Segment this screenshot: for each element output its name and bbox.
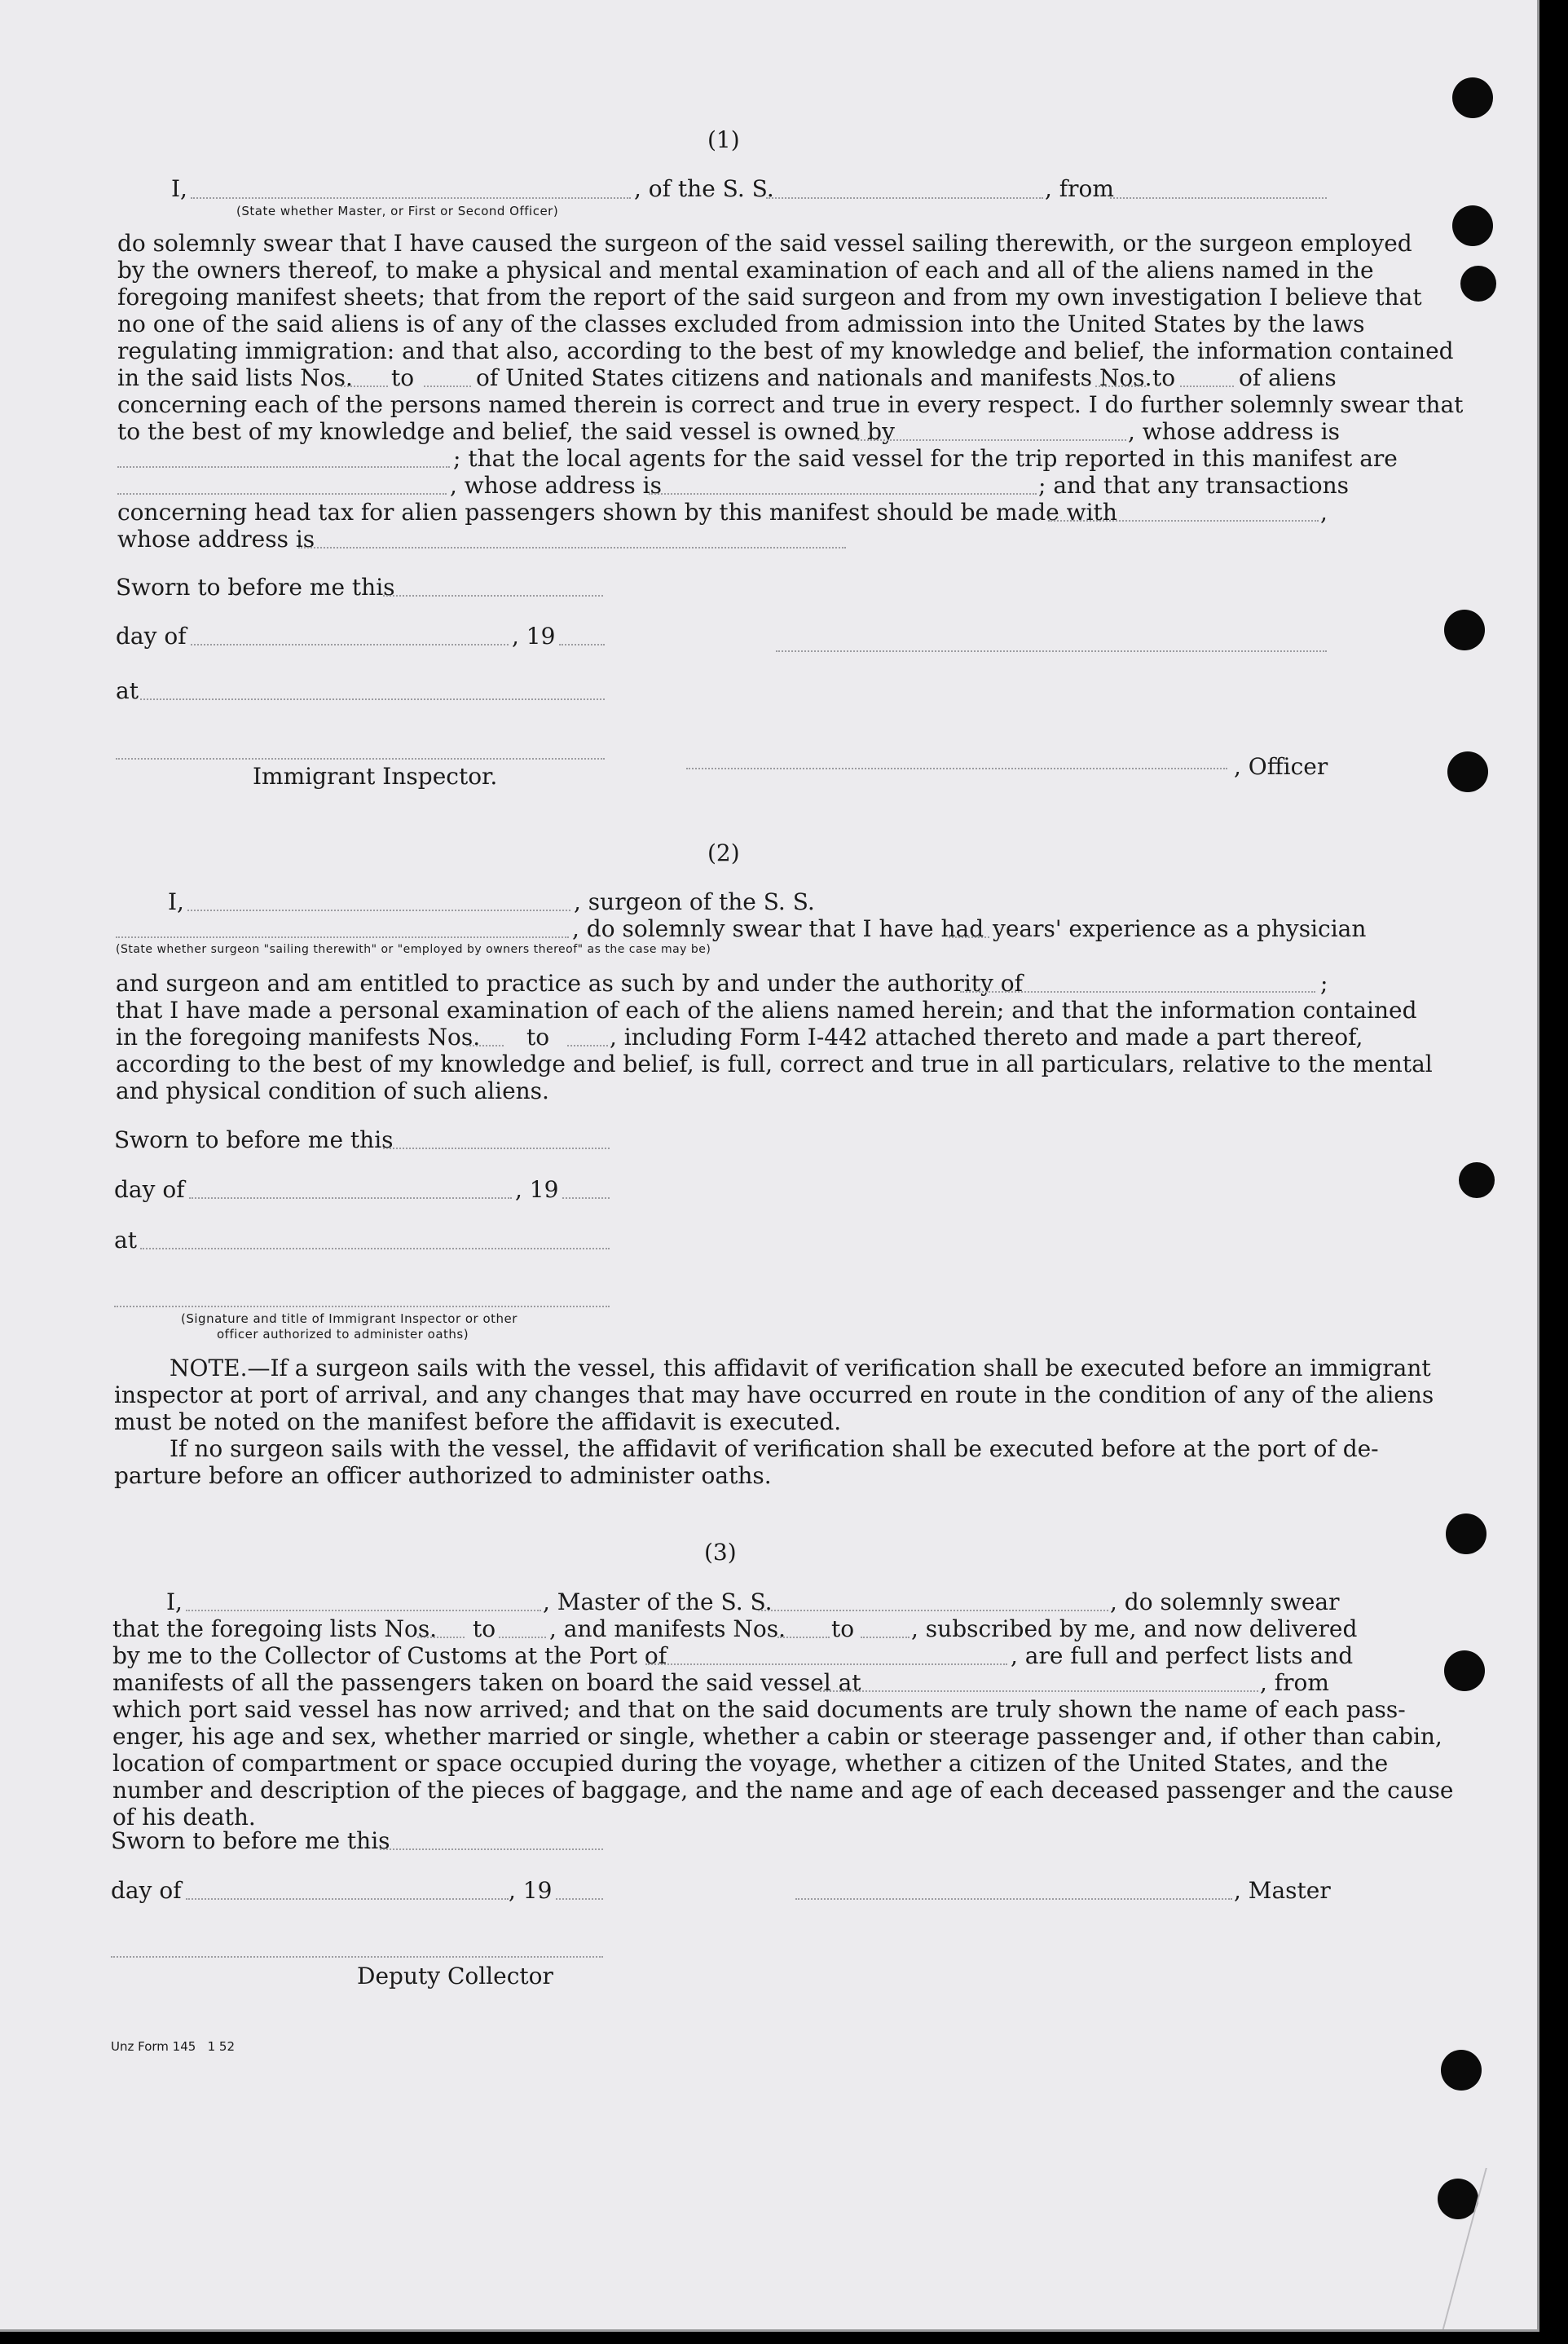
punch-hole (1452, 77, 1493, 118)
s1-lists-a: in the said lists Nos. (117, 364, 353, 391)
s1-nineteen: , 19 (512, 623, 556, 650)
s1-day-field[interactable] (191, 644, 509, 645)
s1-agents-address-b: ; and that any transactions (1038, 472, 1350, 499)
punch-hole (1452, 205, 1493, 246)
s1-list-to-field[interactable] (424, 386, 471, 387)
s1-officer-signature-top-field[interactable] (776, 650, 1327, 652)
s1-of-ss: , of the S. S. (634, 175, 774, 202)
s1-officer-signature-field[interactable] (686, 768, 1227, 769)
s3-manifest-to-field[interactable] (861, 1637, 910, 1638)
punch-hole (1444, 610, 1485, 650)
s2-sworn-field[interactable] (383, 1148, 610, 1149)
s2-signature-field[interactable] (114, 1306, 610, 1307)
s2-manifests-c: , including Form I-442 attached thereto and made a part thereof, (610, 1024, 1363, 1051)
s1-concerning (117, 391, 1464, 418)
s3-line2-d: to (831, 1615, 855, 1642)
s3-list-from-field[interactable] (417, 1637, 465, 1638)
s1-line: no one of the said aliens is of any of the classes excluded from admission into the United States by the laws (117, 311, 1365, 337)
s2-line2-a: , do solemnly swear that I have had (572, 915, 984, 942)
s2-authority-b: ; (1320, 970, 1328, 997)
s1-at: at (116, 677, 139, 704)
s1-from: , from (1045, 175, 1114, 202)
s3-line3-a: by me to the Collector of Customs at the Port of (112, 1642, 667, 1669)
punch-hole (1446, 1513, 1487, 1554)
note-line: must be noted on the manifest before the affidavit is executed. (114, 1408, 842, 1435)
note-block (114, 1355, 1434, 1489)
s1-lists-c: of United States citizens and nationals and manifests Nos. (476, 364, 1152, 391)
s1-inspector-signature-field[interactable] (116, 758, 605, 760)
s3-swear: , do solemnly swear (1110, 1588, 1340, 1615)
s3-manifest-from-field[interactable] (777, 1637, 830, 1638)
s1-headtax-field[interactable] (1048, 520, 1319, 522)
s1-headtax-b: , (1320, 499, 1328, 526)
s1-lists-d: to (1152, 364, 1176, 391)
s1-paragraph (117, 230, 1454, 364)
s2-manifest-to-field[interactable] (567, 1045, 608, 1046)
s3-line4-a: manifests of all the passengers taken on board the said vessel at (112, 1669, 861, 1696)
s1-owner-field[interactable] (857, 439, 1126, 441)
s3-line2-e: , subscribed by me, and now delivered (911, 1615, 1358, 1642)
note-line: inspector at port of arrival, and any changes that may have occurred en route in the condition of any of the aliens (114, 1381, 1434, 1408)
s3-i: I, (166, 1588, 183, 1615)
s2-at-field[interactable] (140, 1248, 610, 1249)
s3-deputy-signature-field[interactable] (111, 1956, 603, 1958)
punch-hole (1447, 751, 1488, 792)
s1-inspector: Immigrant Inspector. (253, 763, 498, 790)
s3-day-of: day of (111, 1877, 182, 1904)
s1-i: I, (171, 175, 187, 202)
s2-surgeon-name-field[interactable] (187, 910, 570, 911)
s1-sworn-field[interactable] (383, 595, 603, 597)
s3-line: location of compartment or space occupied during the voyage, whether a citizen of the United States, and the (112, 1750, 1389, 1777)
s1-concerning-line: concerning each of the persons named therein is correct and true in every respect. I do further solemnly swear that (117, 391, 1464, 418)
s1-agents-field[interactable] (117, 493, 447, 495)
s2-nineteen: , 19 (515, 1176, 559, 1203)
s3-line: of his death. (112, 1804, 256, 1831)
punch-hole (1444, 1650, 1485, 1691)
s2-sailing-status-field[interactable] (116, 936, 569, 938)
punch-hole (1441, 2050, 1482, 2091)
s3-master-name-field[interactable] (186, 1610, 541, 1611)
s1-sworn: Sworn to before me this (116, 574, 395, 601)
s3-line2-c: , and manifests Nos. (549, 1615, 786, 1642)
s1-officer-name-field[interactable] (191, 197, 631, 199)
s2-day-of: day of (114, 1176, 185, 1203)
s1-line: regulating immigration: and that also, according to the best of my knowledge and belief, the information contained (117, 337, 1454, 364)
s1-headtax-address-field[interactable] (298, 547, 846, 549)
s1-lists-e: of aliens (1239, 364, 1337, 391)
s1-manifest-from-field[interactable] (1095, 386, 1146, 387)
s3-line: number and description of the pieces of baggage, and the name and age of each deceased passenger and the cause (112, 1777, 1454, 1804)
s1-day-of: day of (116, 623, 187, 650)
s3-line: which port said vessel has now arrived; and that on the said documents are truly shown the name of each pass- (112, 1696, 1406, 1723)
s3-line3-b: , are full and perfect lists and (1011, 1642, 1354, 1669)
s2-manifests-a: in the foregoing manifests Nos. (116, 1024, 481, 1051)
s1-agents-address-field[interactable] (649, 493, 1037, 495)
s2-exam (116, 997, 1417, 1024)
s2-authority-a: and surgeon and am entitled to practice as such by and under the authority of (116, 970, 1023, 997)
s3-deputy: Deputy Collector (357, 1963, 553, 1989)
s2-note: (State whether surgeon "sailing therewith" or "employed by owners thereof" as the case may be) (116, 943, 711, 956)
s3-year-field[interactable] (556, 1898, 603, 1900)
note-line: NOTE.—If a surgeon sails with the vessel, this affidavit of verification shall be executed before an immigrant (170, 1355, 1431, 1381)
section-3-number: (3) (704, 1539, 737, 1566)
s2-at: at (114, 1227, 137, 1254)
s1-whose-address: whose address is (117, 526, 315, 553)
punch-hole (1459, 1162, 1495, 1198)
s1-manifest-to-field[interactable] (1180, 386, 1234, 387)
s2-sworn: Sworn to before me this (114, 1126, 394, 1153)
s1-from-field[interactable] (1110, 197, 1327, 199)
s1-officer: , Officer (1234, 753, 1328, 780)
s1-line: do solemnly swear that I have caused the surgeon of the said vessel sailing therewith, or the surgeon employed (117, 230, 1412, 257)
s3-master-label: , Master (1234, 1877, 1331, 1904)
s2-authority-field[interactable] (960, 991, 1315, 993)
s3-master: , Master of the S. S. (543, 1588, 773, 1615)
s2-belief (116, 1051, 1433, 1077)
s3-paragraph (112, 1696, 1454, 1831)
s1-lists-b: to (391, 364, 415, 391)
s3-line2-b: to (473, 1615, 496, 1642)
s3-list-to-field[interactable] (499, 1637, 546, 1638)
s3-line2-a: that the foregoing lists Nos. (112, 1615, 438, 1642)
s1-list-from-field[interactable] (341, 386, 388, 387)
s1-line: by the owners thereof, to make a physical and mental examination of each and all of the aliens named in the (117, 257, 1374, 284)
s3-port-field[interactable] (645, 1663, 1007, 1665)
s2-years-field[interactable] (949, 936, 989, 938)
s1-officer-note: (State whether Master, or First or Second Officer) (236, 204, 559, 218)
s1-at-field[interactable] (140, 698, 605, 700)
s2-surgeon: , surgeon of the S. S. (574, 888, 815, 915)
s2-year-field[interactable] (562, 1197, 610, 1199)
note-line: parture before an officer authorized to administer oaths. (114, 1462, 772, 1489)
s1-agents-address-a: , whose address is (450, 472, 662, 499)
s1-owner-address-field[interactable] (117, 466, 450, 468)
note-line: If no surgeon sails with the vessel, the affidavit of verification shall be executed before at the port of de- (170, 1435, 1379, 1462)
form-number: Unz Form 145 1 52 (111, 2039, 236, 2054)
s1-line: foregoing manifest sheets; that from the report of the said surgeon and from my own investigation I believe that (117, 284, 1422, 311)
s3-line: enger, his age and sex, whether married or single, whether a cabin or steerage passenger and, if other than cabin, (112, 1723, 1442, 1750)
s1-agents-line: ; that the local agents for the said vessel for the trip reported in this manifest are (453, 445, 1398, 472)
s3-line4-b: , from (1260, 1669, 1329, 1696)
s2-line2-b: years' experience as a physician (993, 915, 1367, 942)
s3-boarding-port-field[interactable] (820, 1690, 1258, 1692)
s2-manifests-b: to (526, 1024, 550, 1051)
s3-vessel-field[interactable] (758, 1610, 1108, 1611)
section-1-number: (1) (707, 126, 740, 153)
s3-master-signature-field[interactable] (795, 1898, 1232, 1900)
section-2-number: (2) (707, 839, 740, 866)
s2-day-field[interactable] (189, 1197, 512, 1199)
s2-belief-line: according to the best of my knowledge and belief, is full, correct and true in all particulars, relative to the mental (116, 1051, 1433, 1077)
s3-sworn-field[interactable] (380, 1848, 603, 1850)
s1-year-field[interactable] (559, 644, 605, 645)
s2-signature-note-2: officer authorized to administer oaths) (217, 1327, 469, 1342)
punch-hole (1460, 266, 1496, 302)
s1-headtax-a: concerning head tax for alien passengers shown by this manifest should be made with (117, 499, 1117, 526)
s2-i: I, (168, 888, 184, 915)
s2-manifest-from-field[interactable] (466, 1045, 504, 1046)
s1-owned-b: , whose address is (1128, 418, 1340, 445)
s2-signature-note-1: (Signature and title of Immigrant Inspector or other (181, 1311, 518, 1326)
s2-condition: and physical condition of such aliens. (116, 1077, 549, 1104)
s3-day-field[interactable] (186, 1898, 509, 1900)
s2-exam-line: that I have made a personal examination of each of the aliens named herein; and that the information contained (116, 997, 1417, 1024)
punch-hole (1438, 2179, 1478, 2219)
s1-owned-a: to the best of my knowledge and belief, the said vessel is owned by (117, 418, 895, 445)
s1-vessel-field[interactable] (766, 197, 1043, 199)
s3-sworn: Sworn to before me this (111, 1827, 390, 1854)
s3-nineteen: , 19 (509, 1877, 553, 1904)
